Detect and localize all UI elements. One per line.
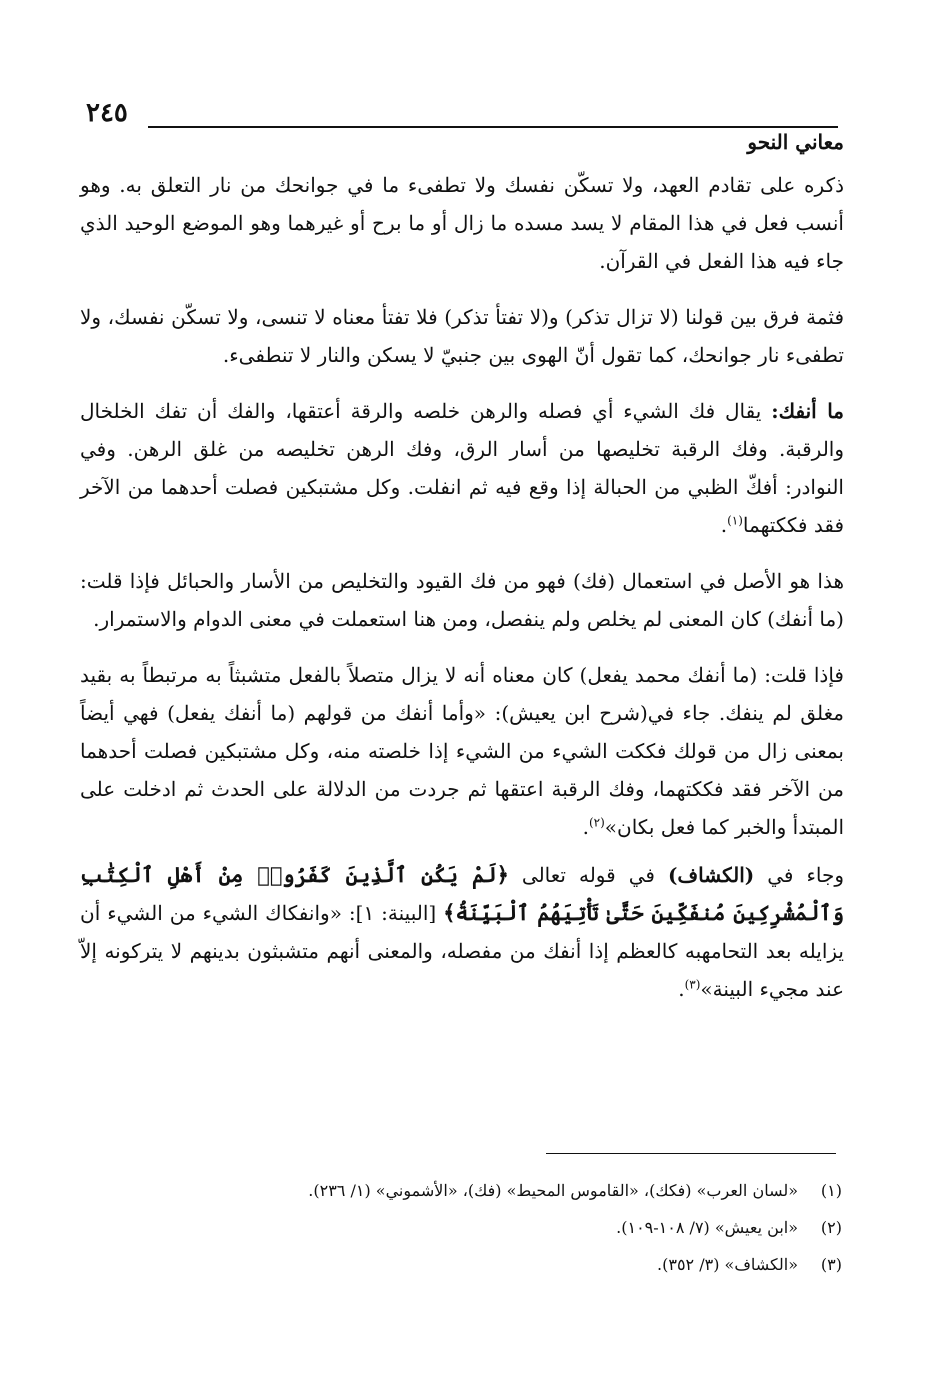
footnote-divider (546, 1153, 836, 1154)
footnote-number: (١) (820, 1181, 842, 1200)
term-heading: ما أنفك: (771, 399, 845, 423)
paragraph-text: في قوله تعالى (521, 863, 655, 887)
footnote-ref: (١) (727, 513, 743, 528)
paragraph (80, 656, 844, 846)
footnote (200, 1246, 842, 1283)
paragraph-end: . (582, 815, 589, 839)
footnote (200, 1172, 842, 1209)
paragraph: فثمة فرق بين قولنا (لا تزال تذكر) و(لا تفتأ تذكر) فلا تفتأ معناه لا تنسى، ولا تسكّن نفسك، ولا تطفىء نار جوانحك، كما تقول أنّ الهوى بين جنبيّ لا يسكن والنار لا تنطفىء. (80, 305, 844, 367)
paragraph-end: . (678, 977, 685, 1001)
paragraph-end: . (720, 513, 728, 537)
paragraph (80, 856, 844, 1008)
footnote-ref: (٣) (684, 977, 701, 992)
footnote-number: (٣) (820, 1255, 842, 1274)
footnote-number: (٢) (820, 1218, 842, 1237)
header-rule (148, 126, 838, 128)
paragraph-text: وجاء في (767, 863, 845, 887)
footnote-text: «ابن يعيش» (٧/ ١٠٨-١٠٩). (616, 1218, 798, 1237)
running-title: معاني النحو (747, 130, 844, 154)
footnote-ref: (٢) (588, 815, 605, 830)
paragraph: ذكره على تقادم العهد، ولا تسكّن نفسك ولا تطفىء ما في جوانحك من نار التعلق به. وهو أنسب فعل في هذا المقام لا يسد مسده ما زال أو ما برح أو غيرهما وهو الموضع الوحيد الذي جاء فيه هذا الفعل في القرآن. (80, 173, 844, 273)
paragraph-text: يقال فك الشيء أي فصله والرهن خلصه والرقة أعتقها، والفك أن تفك الخلخال والرقبة. وفك الرقبة تخليصها من أسار الرق، وفك الرهن تخليصه من غلق الرهن. وفي النوادر: أفكّ الظبي من الحبالة إذا وقع فيه ثم انفلت. وكل مشتبكين فصلت أحدهما من الآخر فقد فككتهما (80, 399, 844, 537)
book-reference: (الكشاف) (667, 863, 755, 887)
paragraph: هذا هو الأصل في استعمال (فك) فهو من فك القيود والتخليص من الأسار والحبائل فإذا قلت: (ما أنفك) كان المعنى لم يخلص ولم ينفصل، ومن هنا استعملت في معنى الدوام والاستمرار. (80, 569, 844, 631)
paragraph-text: [البينة: ١]: «وانفكاك الشيء من الشيء أن يزايله بعد التحامهبه كالعظم إذا أنفك من مفصله، والمعنى أنهم متشبثون بدينهم لا يتركونه إلاّ عند مجيء البينة» (80, 901, 844, 1001)
paragraph-text: فإذا قلت: (ما أنفك محمد يفعل) كان معناه أنه لا يزال متصلاً بالفعل متشبثاً به مرتبطاً به بقيد مغلق لم ينفك. جاء في(شرح ابن يعيش): «وأما أنفك من قولهم (ما أنفك يفعل) فهي أيضاً بمعنى زال من قولك فككت الشيء من الشيء إذا خلصته منه، وكل مشتبكين فصلت أحدهما من الآخر فقد فككتهما، وفك الرقبة اعتقها ثم جردت من الدلالة على الحدث ثم ادخلت على المبتدأ والخبر كما فعل بكان» (80, 663, 844, 839)
quran-verse: ﴿لَمْ يَكُنِ ٱلَّذِينَ كَفَرُوا۟ مِنْ أَهْلِ ٱلْكِتَٰبِ وَٱلْمُشْرِكِينَ مُنفَكِّينَ حَتَّىٰ تَأْتِيَهُمُ ٱلْبَيِّنَةُ﴾ (80, 862, 844, 925)
footnote-text: «لسان العرب» (فكك)، «القاموس المحيط» (فك)، «الأشموني» (١/ ٢٣٦). (308, 1181, 798, 1200)
footnote (200, 1209, 842, 1246)
footnotes (200, 1172, 842, 1283)
page-number: ٢٤٥ (86, 98, 128, 128)
footnote-text: «الكشاف» (٣/ ٣٥٢). (657, 1255, 798, 1274)
main-text (80, 166, 844, 1008)
paragraph (80, 392, 844, 544)
